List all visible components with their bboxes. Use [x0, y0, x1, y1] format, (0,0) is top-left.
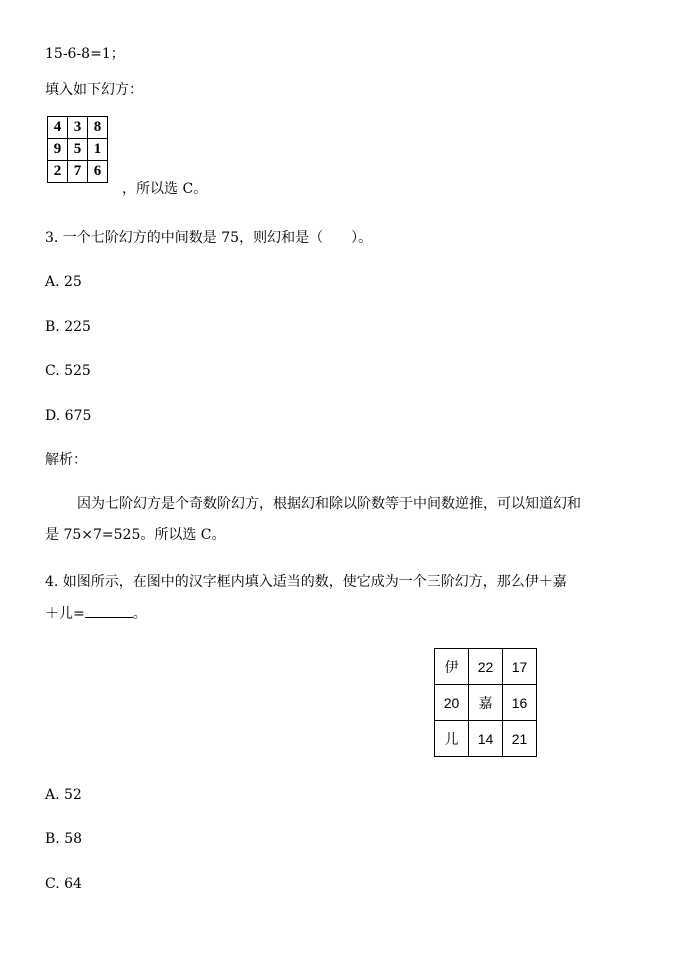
square-cell: 8	[88, 117, 108, 139]
magic-square-3x3-question	[434, 648, 537, 757]
q4-suffix: 。	[132, 606, 147, 622]
analysis-text-line2: 是 75×7=525。所以选 C。	[45, 527, 226, 543]
analysis-label: 解析：	[45, 452, 87, 468]
square-row	[435, 685, 537, 721]
analysis-text-line1: 因为七阶幻方是个奇数阶幻方，根据幻和除以阶数等于中间数逆推，可以知道幻和	[77, 496, 581, 512]
q4-option-c: C. 64	[45, 876, 82, 892]
q4-prefix: ＋儿=	[45, 606, 85, 622]
square-cell: 20	[435, 685, 469, 721]
magic-square-3x3-answer	[47, 116, 108, 183]
q3-option-a: A. 25	[45, 274, 82, 290]
q4-option-b: B. 58	[45, 831, 83, 847]
square-cell: 16	[503, 685, 537, 721]
question-4-line1: 4. 如图所示，在图中的汉字框内填入适当的数，使它成为一个三阶幻方，那么伊＋嘉	[45, 574, 567, 590]
answer-blank	[85, 603, 133, 618]
square-cell: 儿	[435, 721, 469, 757]
q3-option-c: C. 525	[45, 363, 91, 379]
square-row	[48, 117, 108, 139]
q3-option-b: B. 225	[45, 319, 91, 335]
equation-line: 15-6-8=1；	[45, 46, 125, 62]
square-row	[435, 649, 537, 685]
square-cell: 9	[48, 139, 68, 161]
square-row	[435, 721, 537, 757]
square-cell: 伊	[435, 649, 469, 685]
square-cell: 5	[68, 139, 88, 161]
question-4-line2	[45, 603, 147, 624]
square-cell: 7	[68, 161, 88, 183]
square-cell: 21	[503, 721, 537, 757]
square-cell: 1	[88, 139, 108, 161]
square-cell: 6	[88, 161, 108, 183]
square-cell: 17	[503, 649, 537, 685]
square-row	[48, 139, 108, 161]
answer-conclusion: ，所以选 C。	[122, 181, 208, 197]
square-cell: 4	[48, 117, 68, 139]
q4-option-a: A. 52	[45, 787, 82, 803]
square-cell: 14	[469, 721, 503, 757]
fill-instruction: 填入如下幻方：	[45, 82, 143, 98]
square-cell: 2	[48, 161, 68, 183]
square-row	[48, 161, 108, 183]
square-cell: 嘉	[469, 685, 503, 721]
question-3: 3. 一个七阶幻方的中间数是 75，则幻和是（ ）。	[45, 230, 373, 246]
square-cell: 3	[68, 117, 88, 139]
q3-option-d: D. 675	[45, 408, 92, 424]
square-cell: 22	[469, 649, 503, 685]
